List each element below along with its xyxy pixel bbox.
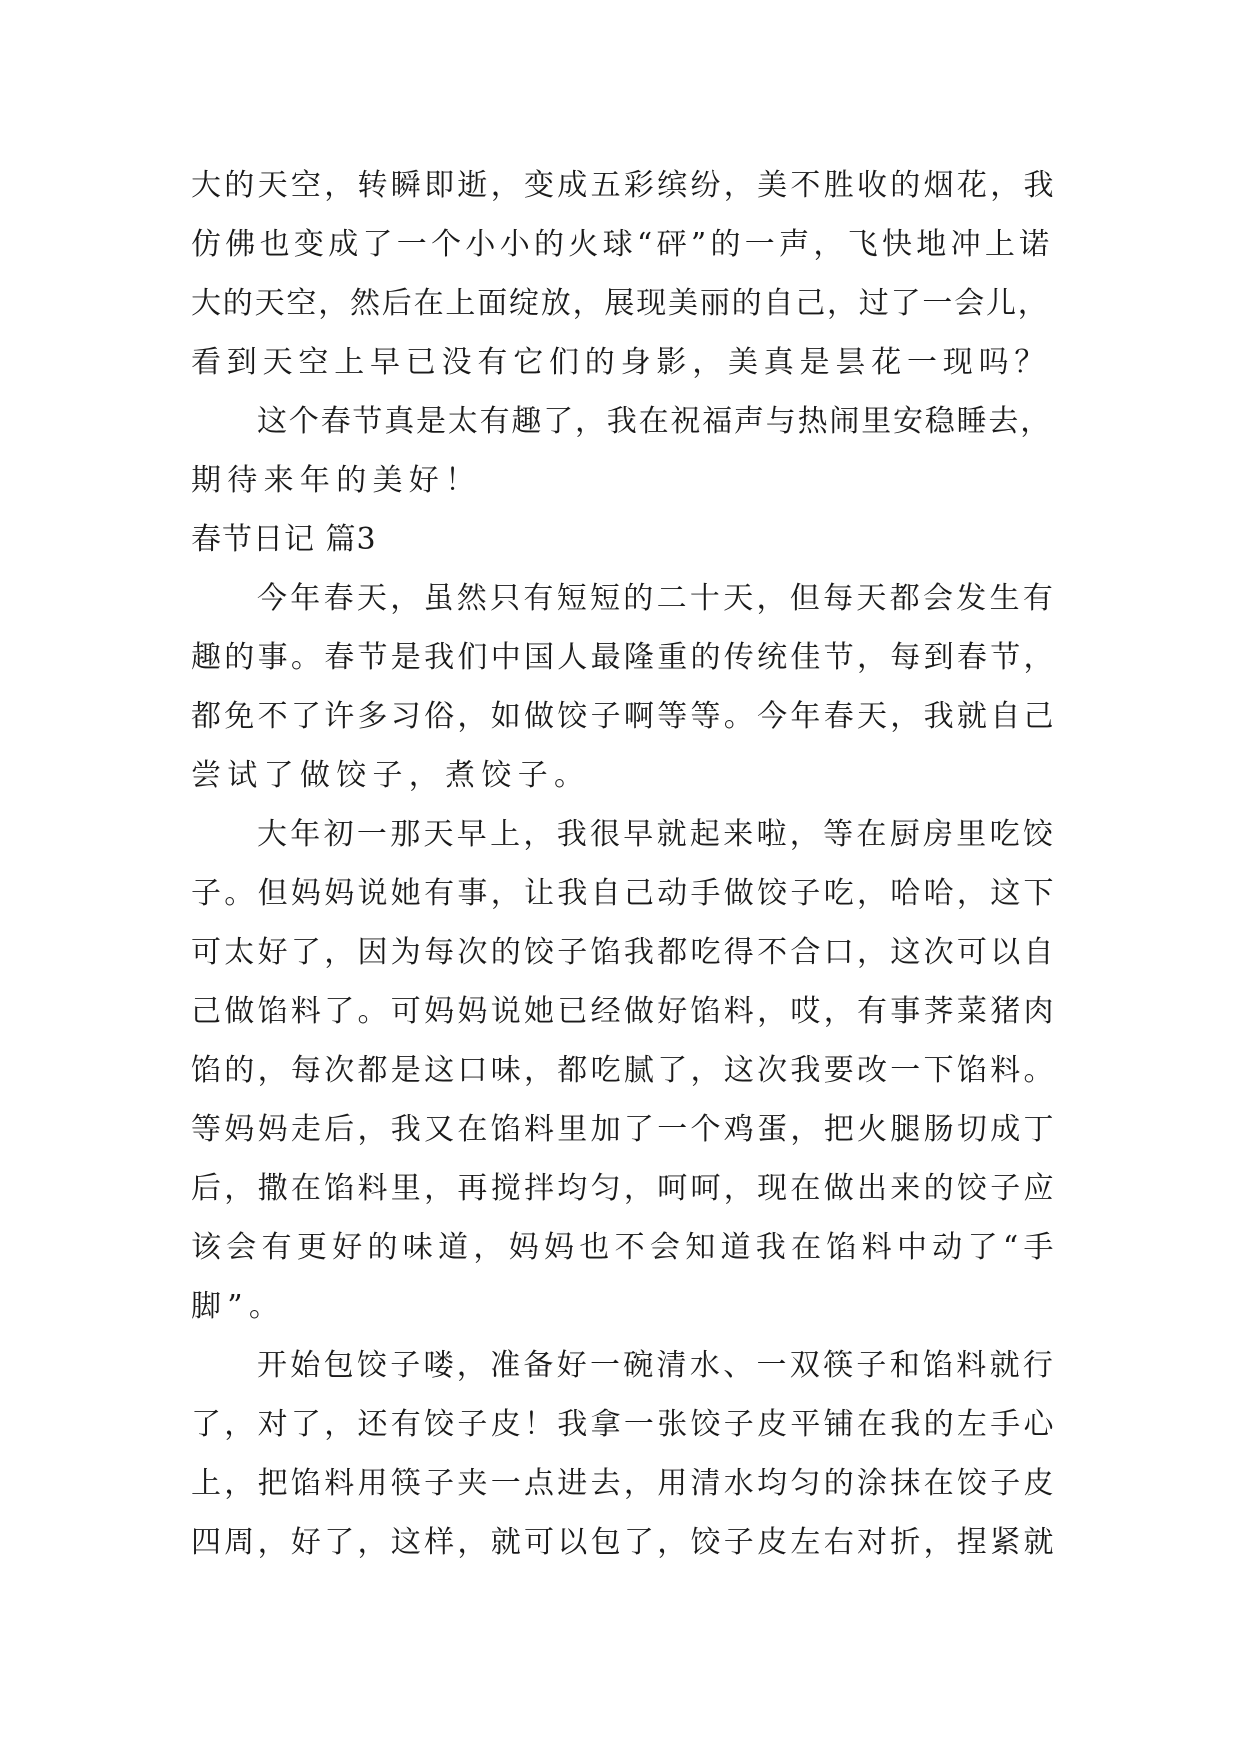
paragraph-first-line: 大年初一那天早上，我很早就起来啦，等在厨房里吃饺 xyxy=(257,817,1057,852)
text-line: 期待来年的美好！ xyxy=(191,463,482,498)
text-line: 己做馅料了。可妈妈说她已经做好馅料，哎，有事荠菜猪肉 xyxy=(191,994,1057,1029)
text-line: 可太好了，因为每次的饺子馅我都吃得不合口，这次可以自 xyxy=(191,935,1057,970)
text-line: 馅的，每次都是这口味，都吃腻了，这次我要改一下馅料。 xyxy=(191,1053,1057,1088)
text-line: 趣的事。春节是我们中国人最隆重的传统佳节，每到春节， xyxy=(191,640,1057,675)
paragraph-first-line: 这个春节真是太有趣了，我在祝福声与热闹里安稳睡去， xyxy=(257,404,1052,439)
text-line: 看到天空上早已没有它们的身影，美真是昙花一现吗？ xyxy=(191,345,1051,380)
text-line: 后，撒在馅料里，再搅拌均匀，呵呵，现在做出来的饺子应 xyxy=(191,1171,1057,1206)
text-line: 尝试了做饺子，煮饺子。 xyxy=(191,758,591,793)
text-line: 四周，好了，这样，就可以包了，饺子皮左右对折，捏紧就 xyxy=(191,1525,1057,1560)
text-line: 大的天空，转瞬即逝，变成五彩缤纷，美不胜收的烟花，我 xyxy=(191,168,1057,203)
section-heading: 春节日记 篇3 xyxy=(191,522,377,557)
text-line: 该会有更好的味道，妈妈也不会知道我在馅料中动了“手 xyxy=(191,1230,1059,1265)
text-line: 脚”。 xyxy=(191,1289,286,1324)
document-body xyxy=(191,156,1061,1572)
text-line: 子。但妈妈说她有事，让我自己动手做饺子吃，哈哈，这下 xyxy=(191,876,1057,911)
text-line: 大的天空，然后在上面绽放，展现美丽的自己，过了一会儿， xyxy=(191,286,1050,321)
text-line: 仿佛也变成了一个小小的火球“砰”的一声，飞快地冲上诺 xyxy=(191,227,1054,262)
text-line: 等妈妈走后，我又在馅料里加了一个鸡蛋，把火腿肠切成丁 xyxy=(191,1112,1057,1147)
paragraph-first-line: 开始包饺子喽，准备好一碗清水、一双筷子和馅料就行 xyxy=(257,1348,1057,1383)
text-line: 都免不了许多习俗，如做饺子啊等等。今年春天，我就自己 xyxy=(191,699,1057,734)
text-line: 了，对了，还有饺子皮！我拿一张饺子皮平铺在我的左手心 xyxy=(191,1407,1057,1442)
text-line: 上，把馅料用筷子夹一点进去，用清水均匀的涂抹在饺子皮 xyxy=(191,1466,1057,1501)
paragraph-first-line: 今年春天，虽然只有短短的二十天，但每天都会发生有 xyxy=(257,581,1057,616)
